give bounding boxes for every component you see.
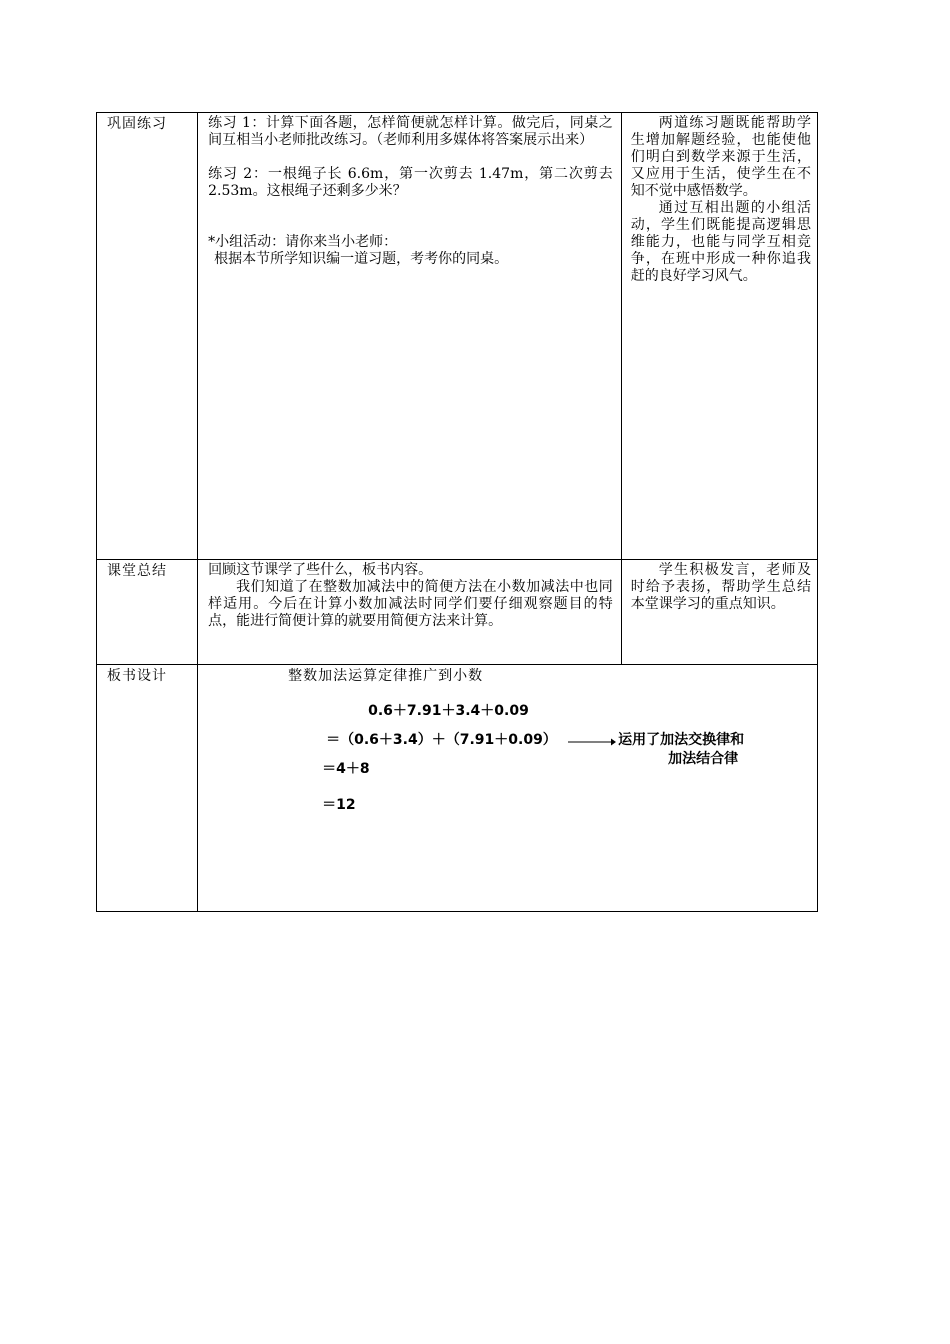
- board-design: [198, 665, 818, 912]
- lesson-plan-table: [96, 112, 818, 912]
- row-practice: [97, 113, 818, 560]
- law-annotation: [618, 731, 744, 769]
- row-board: [97, 665, 818, 912]
- law-line-1: 运用了加法交换律和: [618, 732, 745, 748]
- row-label-summary: 课堂总结: [97, 560, 198, 665]
- summary-line-2: 我们知道了在整数加减法中的简便方法在小数加减法中也同样适用。今后在计算小数加减法时同学们要仔细观察题目的特点，能进行简便计算的就要用简便方法来计算。: [208, 579, 613, 629]
- group-activity-title: *小组活动：请你来当小老师：: [208, 234, 398, 250]
- board-step-1: ＝（0.6＋3.4）＋（7.91＋0.09）: [326, 732, 557, 748]
- note-practice-2: 通过互相出题的小组活动，学生们既能提高逻辑思维能力，也能与同学互相竞争，在班中形成一种你追我赶的良好学习风气。: [630, 200, 811, 284]
- arrow-icon: [568, 737, 616, 747]
- note-summary-1: 学生积极发言，老师及时给予表扬，帮助学生总结本堂课学习的重点知识。: [630, 562, 811, 612]
- summary-notes: [621, 560, 817, 665]
- note-practice-1: 两道练习题既能帮助学生增加解题经验，也能使他们明白到数学来源于生活，又应用于生活，使学生在不知不觉中感悟数学。: [630, 115, 811, 199]
- row-label-board: 板书设计: [97, 665, 198, 912]
- board-expression: 0.6＋7.91＋3.4＋0.09: [368, 703, 529, 719]
- summary-line-1: 回顾这节课学了些什么，板书内容。: [208, 562, 433, 578]
- row-label-practice: 巩固练习: [97, 113, 198, 560]
- board-step-3: ＝12: [322, 797, 356, 813]
- exercise-1: 练习 1：计算下面各题，怎样简便就怎样计算。做完后，同桌之间互相当小老师批改练习。（老师利用多媒体将答案展示出来）: [208, 115, 613, 148]
- board-step-2: ＝4＋8: [322, 761, 370, 777]
- exercise-2: 练习 2：一根绳子长 6.6m，第一次剪去 1.47m，第二次剪去 2.53m。这根绳子还剩多少米？: [208, 166, 613, 199]
- row-summary: [97, 560, 818, 665]
- practice-notes: [621, 113, 817, 560]
- summary-content: [198, 560, 622, 665]
- law-line-2: 加法结合律: [668, 751, 739, 767]
- practice-content: [198, 113, 622, 560]
- group-activity-text: 根据本节所学知识编一道习题，考考你的同桌。: [214, 251, 509, 267]
- board-title: 整数加法运算定律推广到小数: [288, 668, 484, 684]
